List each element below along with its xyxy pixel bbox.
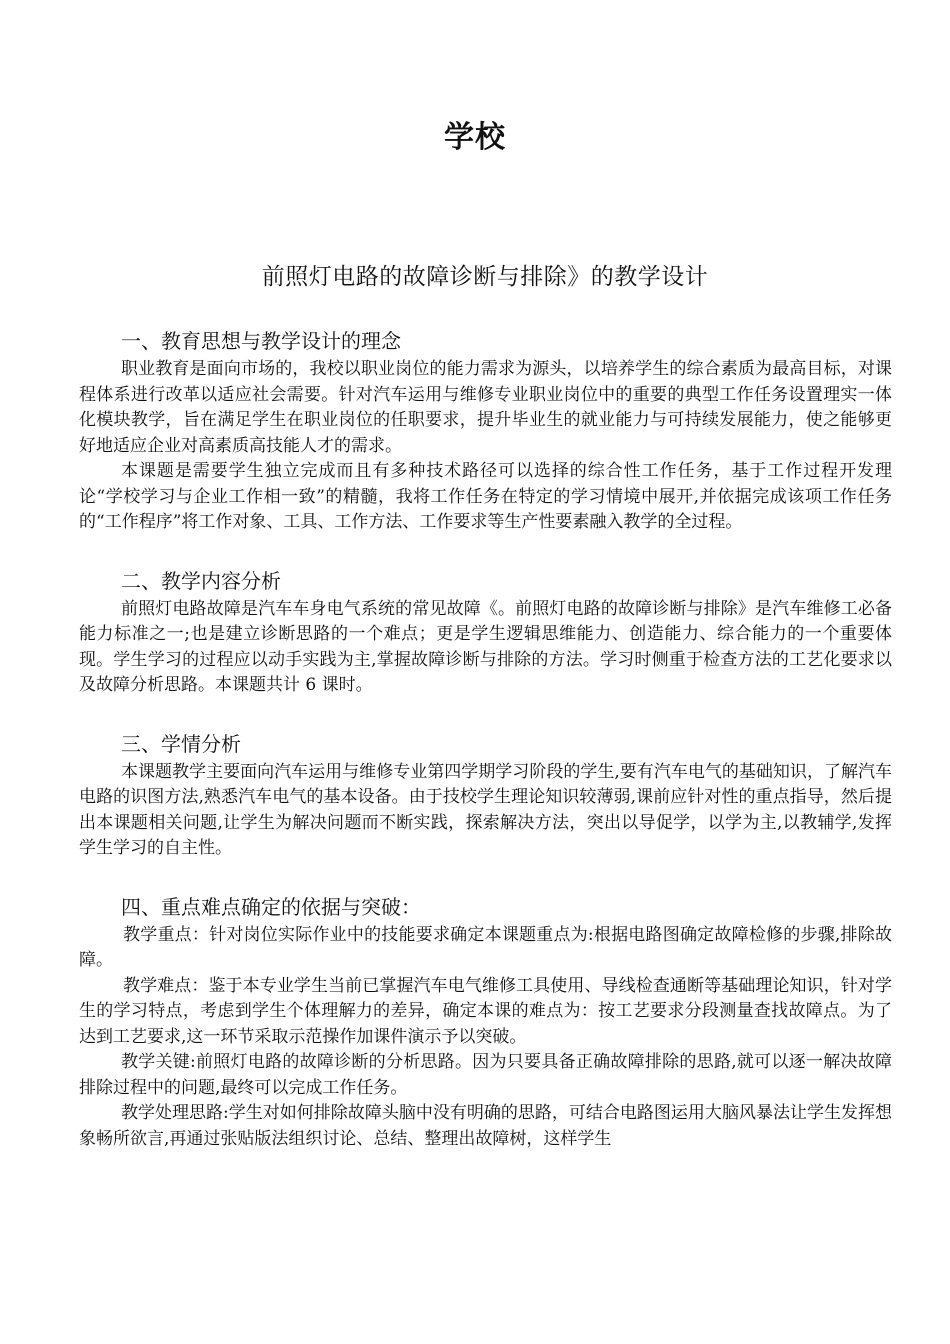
school-title: 学校 [444,120,506,155]
section-content-analysis [79,566,892,699]
section-heading: 三、学情分析 [121,731,241,756]
paragraph: 教学难点：鉴于本专业学生当前已掌握汽车电气维修工具使用、导线检查通断等基础理论知识，针对学生的学习特点，考虑到学生个体理解力的差异，确定本课的难点为：按工艺要求分段测量查找故障点。为了达到工艺要求,这一环节采取示范操作加课件演示予以突破。 [79,975,892,1047]
section-key-difficult-points [79,892,892,1153]
paragraph: 职业教育是面向市场的，我校以职业岗位的能力需求为源头，以培养学生的综合素质为最高目标，对课程体系进行改革以适应社会需要。针对汽车运用与维修专业职业岗位中的重要的典型工作任务设置理实一体化模块教学，旨在满足学生在职业岗位的任职要求，提升毕业生的就业能力与可持续发展能力，使之能够更好地适应企业对高素质高技能人才的需求。 [79,359,892,456]
section-philosophy [79,326,892,536]
section-heading: 四、重点难点确定的依据与突破： [121,894,421,919]
paragraph: 教学处理思路:学生对如何排除故障头脑中没有明确的思路，可结合电路图运用大脑风暴法让学生发挥想象畅所欲言,再通过张贴版法组织讨论、总结、整理出故障树，这样学生 [79,1103,892,1149]
section-heading: 一、教育思想与教学设计的理念 [121,329,401,353]
paragraph: 前照灯电路故障是汽车车身电气系统的常见故障《。前照灯电路的故障诊断与排除》是汽车维修工必备能力标准之一;也是建立诊断思路的一个难点；更是学生逻辑思维能力、创造能力、综合能力的一个重要体现。学生学习的过程应以动手实践为主,掌握故障诊断与排除的方法。学习时侧重于检查方法的工艺化要求以及故障分析思路。本课题共计 6 课时。 [79,598,892,695]
paragraph: 教学重点：针对岗位实际作业中的技能要求确定本课题重点为:根据电路图确定故障检修的步骤,排除故障。 [79,924,892,970]
paragraph: 本课题是需要学生独立完成而且有多种技术路径可以选择的综合性工作任务，基于工作过程开发理论“学校学习与企业工作相一致”的精髓，我将工作任务在特定的学习情境中展开,并依据完成该项工作任务的“工作程序”将工作对象、工具、工作方法、工作要求等生产性要素融入教学的全过程。 [79,461,892,532]
section-heading: 二、教学内容分析 [121,568,281,593]
paragraph: 本课题教学主要面向汽车运用与维修专业第四学期学习阶段的学生,要有汽车电气的基础知识，了解汽车电路的识图方法,熟悉汽车电气的基本设备。由于技校学生理论知识较薄弱,课前应针对性的重点指导，然后提出本课题相关问题,让学生为解决问题而不断实践，探索解决方法，突出以导促学，以学为主,以教辅学,发挥学生学习的自主性。 [79,761,892,858]
document-title: 前照灯电路的故障诊断与排除》的教学设计 [261,264,709,290]
section-learner-analysis [79,729,892,862]
paragraph: 教学关键:前照灯电路的故障诊断的分析思路。因为只要具备正确故障排除的思路,就可以逐一解决故障排除过程中的问题,最终可以完成工作任务。 [79,1052,892,1098]
document-body [79,326,892,1182]
